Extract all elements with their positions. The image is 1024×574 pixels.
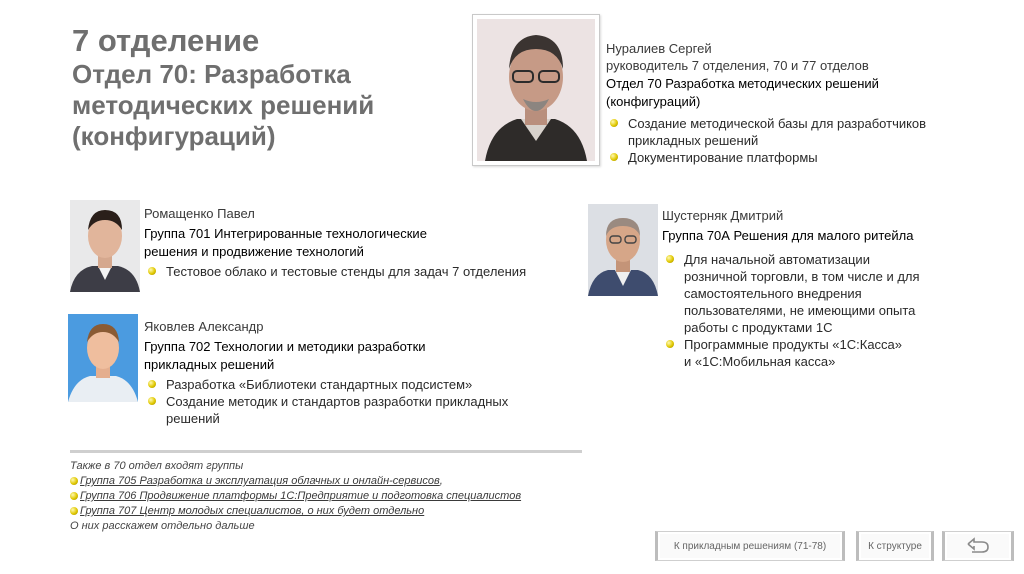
yakovlev-group-2: прикладных решений (144, 357, 275, 372)
title-line-1: 7 отделение (72, 23, 260, 58)
head-photo (472, 14, 600, 166)
back-button[interactable] (942, 531, 1014, 561)
list-item (70, 504, 582, 519)
list-item: Тестовое облако и тестовые стенды для задач 7 отделения (144, 263, 574, 280)
structure-label: К структуре (868, 540, 922, 552)
bullet-icon (70, 507, 78, 515)
head-dept: Отдел 70 Разработка методических решений (606, 76, 879, 91)
list-item: Для начальной автоматизации розничной торговли, в том числе и для самостоятельного внедрения пользователями, не имеющими опыта работы с продуктами 1С (662, 251, 982, 336)
return-arrow-icon (964, 536, 992, 556)
note-intro: Также в 70 отдел входят группы (70, 460, 244, 472)
bullet-icon (610, 153, 618, 161)
head-duties (606, 115, 976, 166)
bullet-icon (148, 267, 156, 275)
note-outro: О них расскажем отдельно дальше (70, 520, 255, 532)
list-item: Документирование платформы (606, 149, 976, 166)
shusternyak-info (662, 207, 982, 370)
person-photo-icon (588, 204, 658, 296)
applied-solutions-label: К прикладным решениям (71-78) (673, 540, 827, 552)
title-line-3: методических решений (72, 90, 375, 120)
bullet-icon (610, 119, 618, 127)
bullet-icon (70, 477, 78, 485)
list-item: Группа 705 Разработка и эксплуатация облачных и онлайн-сервисов, (70, 474, 582, 489)
head-name: Нуралиев Сергей (606, 41, 712, 56)
bullet-icon (666, 255, 674, 263)
person-photo-icon (477, 19, 595, 161)
list-item (70, 489, 582, 504)
shusternyak-duties (662, 251, 982, 370)
group-705-link[interactable]: Группа 705 Разработка и эксплуатация облачных и онлайн-сервисов (80, 475, 440, 487)
avatar (588, 204, 658, 296)
head-role: руководитель 7 отделения, 70 и 77 отделов (606, 58, 869, 73)
page-title (72, 22, 452, 152)
romaschenko-duties (144, 263, 574, 280)
avatar (70, 200, 140, 292)
title-line-2: Отдел 70: Разработка (72, 59, 351, 89)
applied-solutions-button[interactable] (655, 531, 845, 561)
bullet-icon (148, 397, 156, 405)
head-dept-2: (конфигураций) (606, 94, 701, 109)
yakovlev-group: Группа 702 Технологии и методики разработки (144, 339, 426, 354)
group-706-link[interactable]: Группа 706 Продвижение платформы 1С:Предприятие и подготовка специалистов (80, 490, 522, 502)
list-item: Создание методик и стандартов разработки прикладных решений (144, 393, 584, 427)
head-info (606, 40, 976, 166)
person-photo-icon (70, 200, 140, 292)
bullet-icon (666, 340, 674, 348)
romaschenko-group: Группа 701 Интегрированные технологические (144, 226, 427, 241)
bullet-icon (148, 380, 156, 388)
list-item: Программные продукты «1С:Касса» и «1С:Мобильная касса» (662, 336, 982, 370)
group-707-link[interactable]: Группа 707 Центр молодых специалистов, о них будет отдельно (80, 505, 425, 517)
yakovlev-info (144, 318, 584, 427)
avatar (477, 19, 595, 161)
yakovlev-name: Яковлев Александр (144, 319, 264, 334)
shusternyak-name: Шустерняк Дмитрий (662, 208, 784, 223)
other-groups-note (70, 450, 582, 534)
shusternyak-group: Группа 70А Решения для малого ритейла (662, 228, 914, 243)
title-line-4: (конфигураций) (72, 121, 276, 151)
list-item: Создание методической базы для разработчиков прикладных решений (606, 115, 976, 149)
bullet-icon (70, 492, 78, 500)
romaschenko-info (144, 205, 574, 280)
avatar (68, 314, 138, 402)
romaschenko-group-2: решения и продвижение технологий (144, 244, 364, 259)
list-item: Разработка «Библиотеки стандартных подсистем» (144, 376, 584, 393)
person-photo-icon (68, 314, 138, 402)
structure-button[interactable] (856, 531, 934, 561)
romaschenko-name: Ромащенко Павел (144, 206, 255, 221)
yakovlev-duties (144, 376, 584, 427)
